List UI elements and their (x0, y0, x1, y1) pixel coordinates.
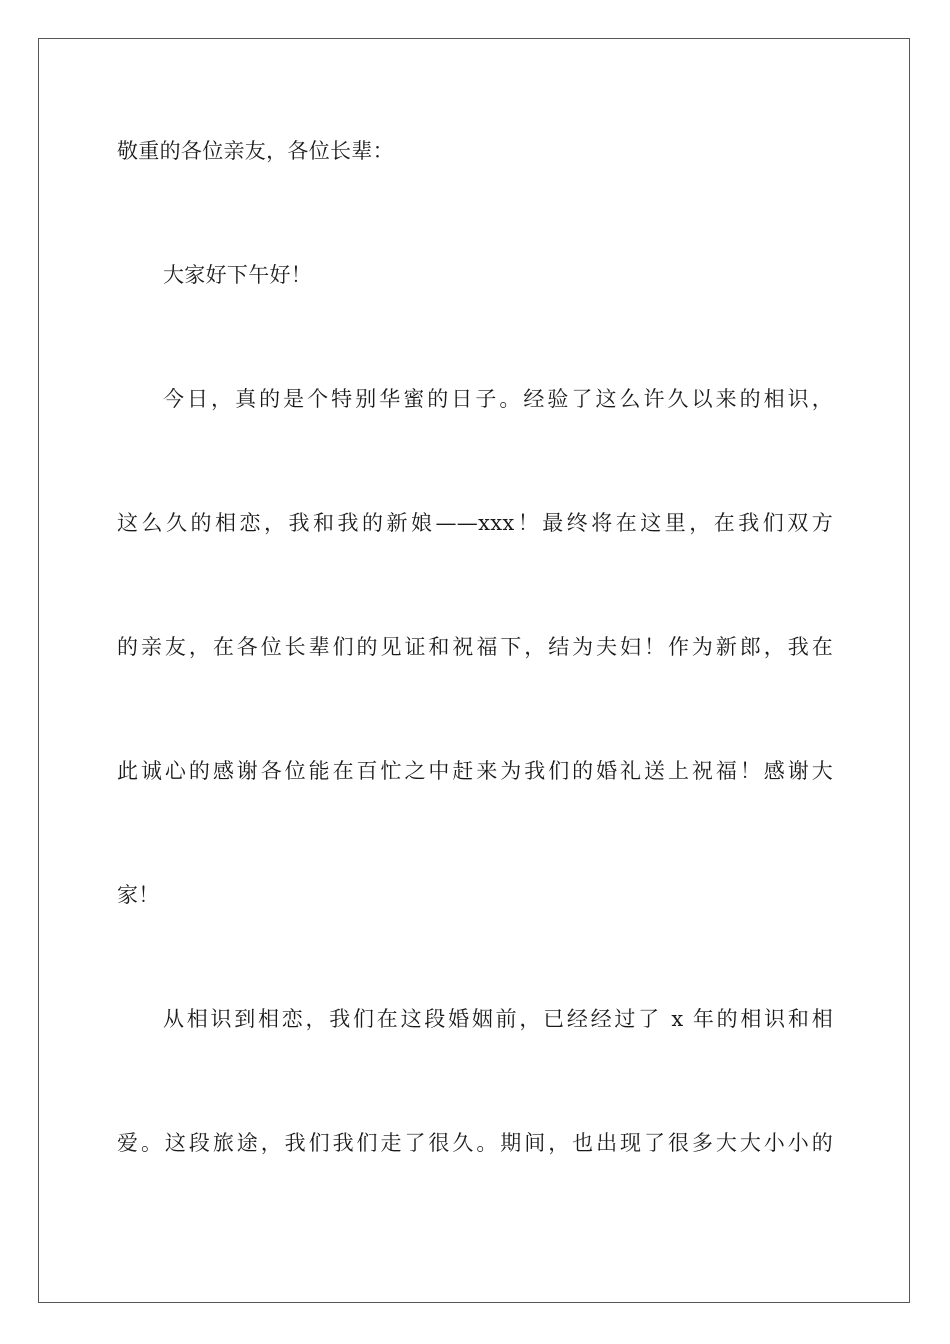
greeting-line: 大家好下午好！ (163, 263, 313, 287)
paragraph-1-line-3: 的亲友，在各位长辈们的见证和祝福下，结为夫妇！作为新郎，我在 (117, 635, 833, 659)
paragraph-2-line-1: 从相识到相恋，我们在这段婚姻前，已经经过了 x 年的相识和相 (163, 1007, 833, 1031)
paragraph-2-line-2: 爱。这段旅途，我们我们走了很久。期间，也出现了很多大大小小的 (117, 1131, 833, 1155)
paragraph-1-line-1: 今日，真的是个特别华蜜的日子。经验了这么许久以来的相识， (163, 387, 833, 411)
salutation-line: 敬重的各位亲友，各位长辈： (117, 139, 394, 163)
paragraph-1-line-2: 这么久的相恋，我和我的新娘——xxx！最终将在这里，在我们双方 (117, 511, 833, 535)
paragraph-1-line-4: 此诚心的感谢各位能在百忙之中赶来为我们的婚礼送上祝福！感谢大 (117, 759, 833, 783)
page-frame (38, 38, 910, 1303)
paragraph-1-line-5: 家！ (117, 883, 160, 907)
